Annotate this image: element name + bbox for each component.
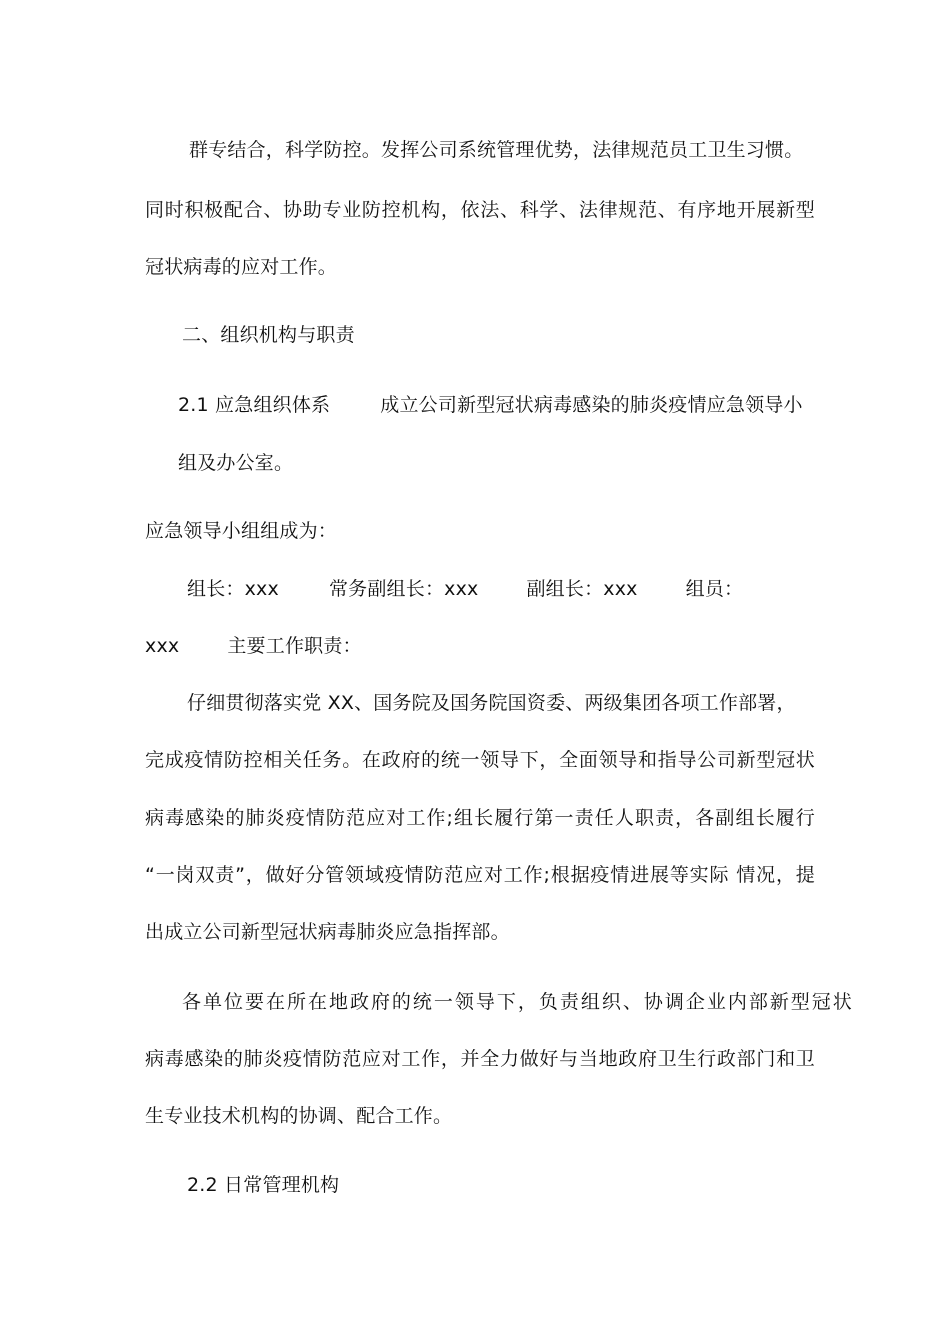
subsection-heading: 2.2 日常管理机构	[187, 1174, 340, 1196]
paragraph-line: 病毒感染的肺炎疫情防范应对工作，并全力做好与当地政府卫生行政部门和卫	[145, 1048, 815, 1070]
subsection-text: 成立公司新型冠状病毒感染的肺炎疫情应急领导小	[380, 394, 803, 416]
paragraph-line: 病毒感染的肺炎疫情防范应对工作;组长履行第一责任人职责，各副组长履行	[145, 807, 815, 829]
member-value: xxx	[145, 635, 180, 657]
paragraph-line: 同时积极配合、协助专业防控机构，依法、科学、法律规范、有序地开展新型	[145, 199, 815, 221]
duties-label: 主要工作职责：	[227, 635, 362, 657]
exec-deputy-label: 常务副组长：xxx	[328, 578, 479, 600]
paragraph-line: 出成立公司新型冠状病毒肺炎应急指挥部。	[145, 921, 510, 943]
paragraph-line: 群专结合，科学防控。发挥公司系统管理优势，法律规范员工卫生习惯。	[189, 139, 804, 161]
members-row-2	[145, 633, 815, 659]
paragraph-line: 各单位要在所在地政府的统一领导下，负责组织、协调企业内部新型冠状	[182, 991, 852, 1013]
paragraph-line: 仔细贯彻落实党 XX、国务院及国务院国资委、两级集团各项工作部署，	[187, 692, 796, 714]
leader-label: 组长：xxx	[187, 578, 279, 600]
paragraph-line: “一岗双责”，做好分管领域疫情防范应对工作;根据疫情进展等实际 情况，提	[145, 864, 815, 886]
subsection-heading: 2.1 应急组织体系	[178, 394, 331, 416]
paragraph-line: 冠状病毒的应对工作。	[145, 256, 338, 278]
leadership-intro: 应急领导小组组成为：	[145, 520, 338, 542]
paragraph-line: 组及办公室。	[178, 452, 294, 474]
section-heading: 二、组织机构与职责	[182, 324, 355, 346]
paragraph-line: 完成疫情防控相关任务。在政府的统一领导下，全面领导和指导公司新型冠状	[145, 749, 815, 771]
deputy-label: 副组长：xxx	[526, 578, 638, 600]
paragraph-line: 生专业技术机构的协调、配合工作。	[145, 1105, 453, 1127]
members-row	[145, 576, 857, 602]
subsection-heading-row	[145, 392, 848, 418]
member-label: 组员：	[685, 578, 744, 600]
